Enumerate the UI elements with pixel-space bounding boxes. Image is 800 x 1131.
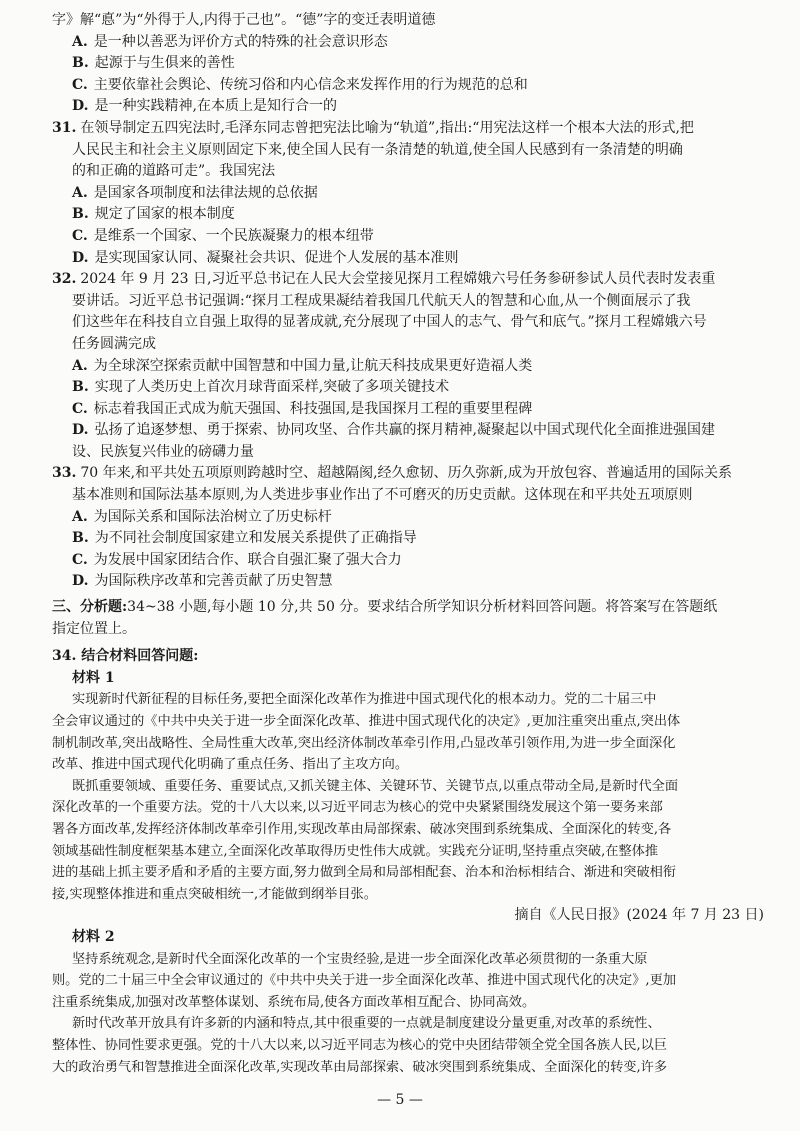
question-stem-line: 人民民主和社会主义原则固定下来,使全国人民有一条清楚的轨道,使全国人民感到有一条清楚的明确 — [72, 141, 683, 158]
material-text-line: 既抓重要领域、重要任务、重要试点,又抓关键主体、关键环节、关键节点,以重点带动全局,是新时代全面 — [72, 778, 679, 794]
option-text: 是国家各项制度和法律法规的总依据 — [93, 184, 318, 201]
option-letter: D. — [72, 98, 89, 115]
option-text: 是一种实践精神,在本质上是知行合一的 — [94, 98, 337, 115]
material-text-line: 领域基础性制度框架基本建立,全面深化改革取得历史性伟大成就。实践充分证明,坚持重点突破,在整体推 — [52, 843, 659, 859]
option-c — [52, 550, 764, 572]
option-letter: B. — [72, 530, 89, 547]
option-text: 为国际关系和国际法治树立了历史标杆 — [93, 508, 332, 525]
section-instructions: 34~38 小题,每小题 10 分,共 50 分。要求结合所学知识分析材料回答问题。将答案写在答题纸 — [127, 599, 718, 616]
option-d — [52, 571, 764, 593]
question-stem-line: 任务圆满完成 — [72, 335, 156, 352]
q30-option-d — [52, 96, 764, 118]
section-heading-line — [52, 597, 764, 619]
material-text-line: 新时代改革开放具有许多新的内涵和特点,其中很重要的一点就是制度建设分量更重,对改革的系统性、 — [72, 1016, 661, 1032]
question-stem-line: 们这些年在科技自立自强上取得的显著成就,充分展现了中国人的志气、骨气和底气。”探月工程嫦娥六号 — [72, 314, 707, 331]
section-instructions-cont: 指定位置上。 — [52, 620, 136, 637]
question-31 — [52, 118, 764, 269]
option-c — [52, 399, 764, 421]
material-text-line: 坚持系统观念,是新时代全面深化改革的一个宝贵经验,是进一步全面深化改革必须贯彻的一条重大原 — [72, 951, 648, 967]
material-2-title: 材料 2 — [72, 928, 115, 945]
material-2-body — [52, 949, 764, 1079]
question-stem-line — [52, 463, 764, 485]
option-text: 弘扬了追逐梦想、勇于探索、协同攻坚、合作共赢的探月精神,凝聚起以中国式现代化全面推进强国建 — [94, 422, 715, 439]
material-text-line: 全会审议通过的《中共中央关于进一步全面深化改革、推进中国式现代化的决定》,更加注重突出重点,突出体 — [52, 714, 681, 729]
material-text-line: 则。党的二十届三中全会审议通过的《中共中央关于进一步全面深化改革、推进中国式现代化的决定》,更加 — [52, 973, 677, 989]
question-stem-line — [52, 269, 764, 291]
option-d — [52, 420, 764, 442]
question-stem-line: 要讲话。习近平总书记强调:“探月工程成果凝结着我国几代航天人的智慧和心血,从一个侧面展示了我 — [72, 292, 691, 309]
question-34-title: 34. 结合材料回答问题: — [52, 648, 199, 665]
question-number: 31. — [52, 119, 77, 136]
material-text-line: 署各方面改革,发挥经济体制改革牵引作用,实现改革由局部探索、破冰突围到系统集成、全面深化的转变,各 — [52, 821, 672, 837]
question-stem-line: 的和正确的道路可走”。我国宪法 — [72, 163, 276, 180]
option-b — [52, 204, 764, 226]
question-number: 33. — [52, 465, 77, 482]
stem-text: 2024 年 9 月 23 日,习近平总书记在人民大会堂接见探月工程嫦娥六号任务参研参试人员代表时发表重 — [80, 271, 716, 288]
option-letter: C. — [72, 76, 88, 93]
option-text: 为国际秩序改革和完善贡献了历史智慧 — [94, 573, 333, 590]
option-letter: C. — [72, 551, 88, 568]
option-d — [52, 248, 764, 270]
question-34 — [52, 646, 764, 1078]
q30-option-a — [52, 32, 764, 54]
material-text-line: 注重系统集成,加强对改革整体谋划、系统布局,使各方面改革相互配合、协同高效。 — [52, 994, 536, 1010]
q30-stem-tail: 字》解“悳”为“外得于人,内得于己也”。“德”字的变迁表明道德 — [52, 12, 436, 28]
material-text-line: 改革、推进中国式现代化明确了重点任务、指出了主攻方向。 — [52, 757, 409, 773]
option-letter: D. — [72, 422, 89, 439]
option-letter: A. — [72, 508, 88, 525]
material-1-title: 材料 1 — [72, 669, 115, 686]
option-text: 为全球深空探索贡献中国智慧和中国力量,让航天科技成果更好造福人类 — [93, 357, 533, 374]
section-label: 三、分析题: — [52, 599, 128, 616]
material-text-line: 进的基础上抓主要矛盾和矛盾的主要方面,努力做到全局和局部相配套、治本和治标相结合、渐进和突破相衔 — [52, 865, 677, 881]
option-letter: B. — [72, 206, 89, 223]
page-content — [52, 10, 764, 1078]
question-33 — [52, 463, 764, 593]
material-text-line: 大的政治勇气和智慧推进全面深化改革,实现改革由局部探索、破冰突围到系统集成、全面深化的转变,许多 — [52, 1059, 668, 1075]
material-text-line: 制机制改革,突出战略性、全局性重大改革,突出经济体制改革牵引作用,凸显改革引领作用,为进一步全面深化 — [52, 735, 676, 751]
material-text-line: 接,实现整体推进和重点突破相统一,才能做到纲举目张。 — [52, 886, 377, 902]
option-a — [52, 356, 764, 378]
q30-options — [52, 32, 764, 118]
section-3-header — [52, 597, 764, 640]
option-text: 为发展中国家团结合作、联合自强汇聚了强大合力 — [93, 551, 402, 568]
option-text: 起源于与生俱来的善性 — [94, 55, 235, 72]
option-text: 是一种以善恶为评价方式的特殊的社会意识形态 — [93, 33, 388, 50]
option-text: 主要依靠社会舆论、传统习俗和内心信念来发挥作用的行为规范的总和 — [93, 76, 528, 93]
stem-text: 70 年来,和平共处五项原则跨越时空、超越隔阂,经久愈韧、历久弥新,成为开放包容、普遍适用的国际关系 — [80, 465, 732, 482]
option-c — [52, 226, 764, 248]
material-text-line: 实现新时代新征程的目标任务,要把全面深化改革作为推进中国式现代化的根本动力。党的二十届三中 — [72, 692, 657, 708]
stem-text: 在领导制定五四宪法时,毛泽东同志曾把宪法比喻为“轨道”,指出:“用宪法这样一个根本大法的形式,把 — [80, 119, 694, 136]
option-a — [52, 183, 764, 205]
option-letter: A. — [72, 357, 88, 374]
question-32 — [52, 269, 764, 463]
option-letter: B. — [72, 379, 89, 396]
option-b — [52, 377, 764, 399]
option-letter: D. — [72, 573, 89, 590]
option-text: 设、民族复兴伟业的磅礴力量 — [72, 443, 254, 460]
option-letter: A. — [72, 33, 88, 50]
q30-option-b — [52, 53, 764, 75]
question-stem-line: 基本准则和国际法基本原则,为人类进步事业作出了不可磨灭的历史贡献。这体现在和平共处五项原则 — [72, 487, 693, 504]
option-letter: C. — [72, 227, 88, 244]
option-letter: B. — [72, 55, 89, 72]
option-text: 是维系一个国家、一个民族凝聚力的根本纽带 — [93, 227, 374, 244]
material-1-source: 摘自《人民日报》(2024 年 7 月 23 日) — [514, 907, 764, 924]
option-text: 规定了国家的根本制度 — [94, 206, 235, 223]
option-text: 实现了人类历史上首次月球背面采样,突破了多项关键技术 — [94, 379, 450, 396]
option-b — [52, 528, 764, 550]
material-1-body — [52, 689, 764, 905]
question-stem-line — [52, 118, 764, 140]
question-number: 32. — [52, 271, 77, 288]
q30-option-c — [52, 75, 764, 97]
page-number: — 5 — — [377, 1092, 423, 1108]
option-letter: D. — [72, 249, 89, 266]
option-a — [52, 507, 764, 529]
option-text: 为不同社会制度国家建立和发展关系提供了正确指导 — [94, 530, 417, 547]
option-text: 标志着我国正式成为航天强国、科技强国,是我国探月工程的重要里程碑 — [93, 400, 533, 417]
option-d-continued — [52, 442, 764, 464]
material-text-line: 深化改革的一个重要方法。党的十八大以来,以习近平同志为核心的党中央紧紧围绕发展这个第一要务来部 — [52, 800, 663, 816]
option-text: 是实现国家认同、凝聚社会共识、促进个人发展的基本准则 — [94, 249, 459, 266]
option-letter: C. — [72, 400, 88, 417]
option-letter: A. — [72, 184, 88, 201]
material-text-line: 整体性、协同性要求更强。党的十八大以来,以习近平同志为核心的党中央团结带领全党全国各族人民,以巨 — [52, 1037, 668, 1053]
